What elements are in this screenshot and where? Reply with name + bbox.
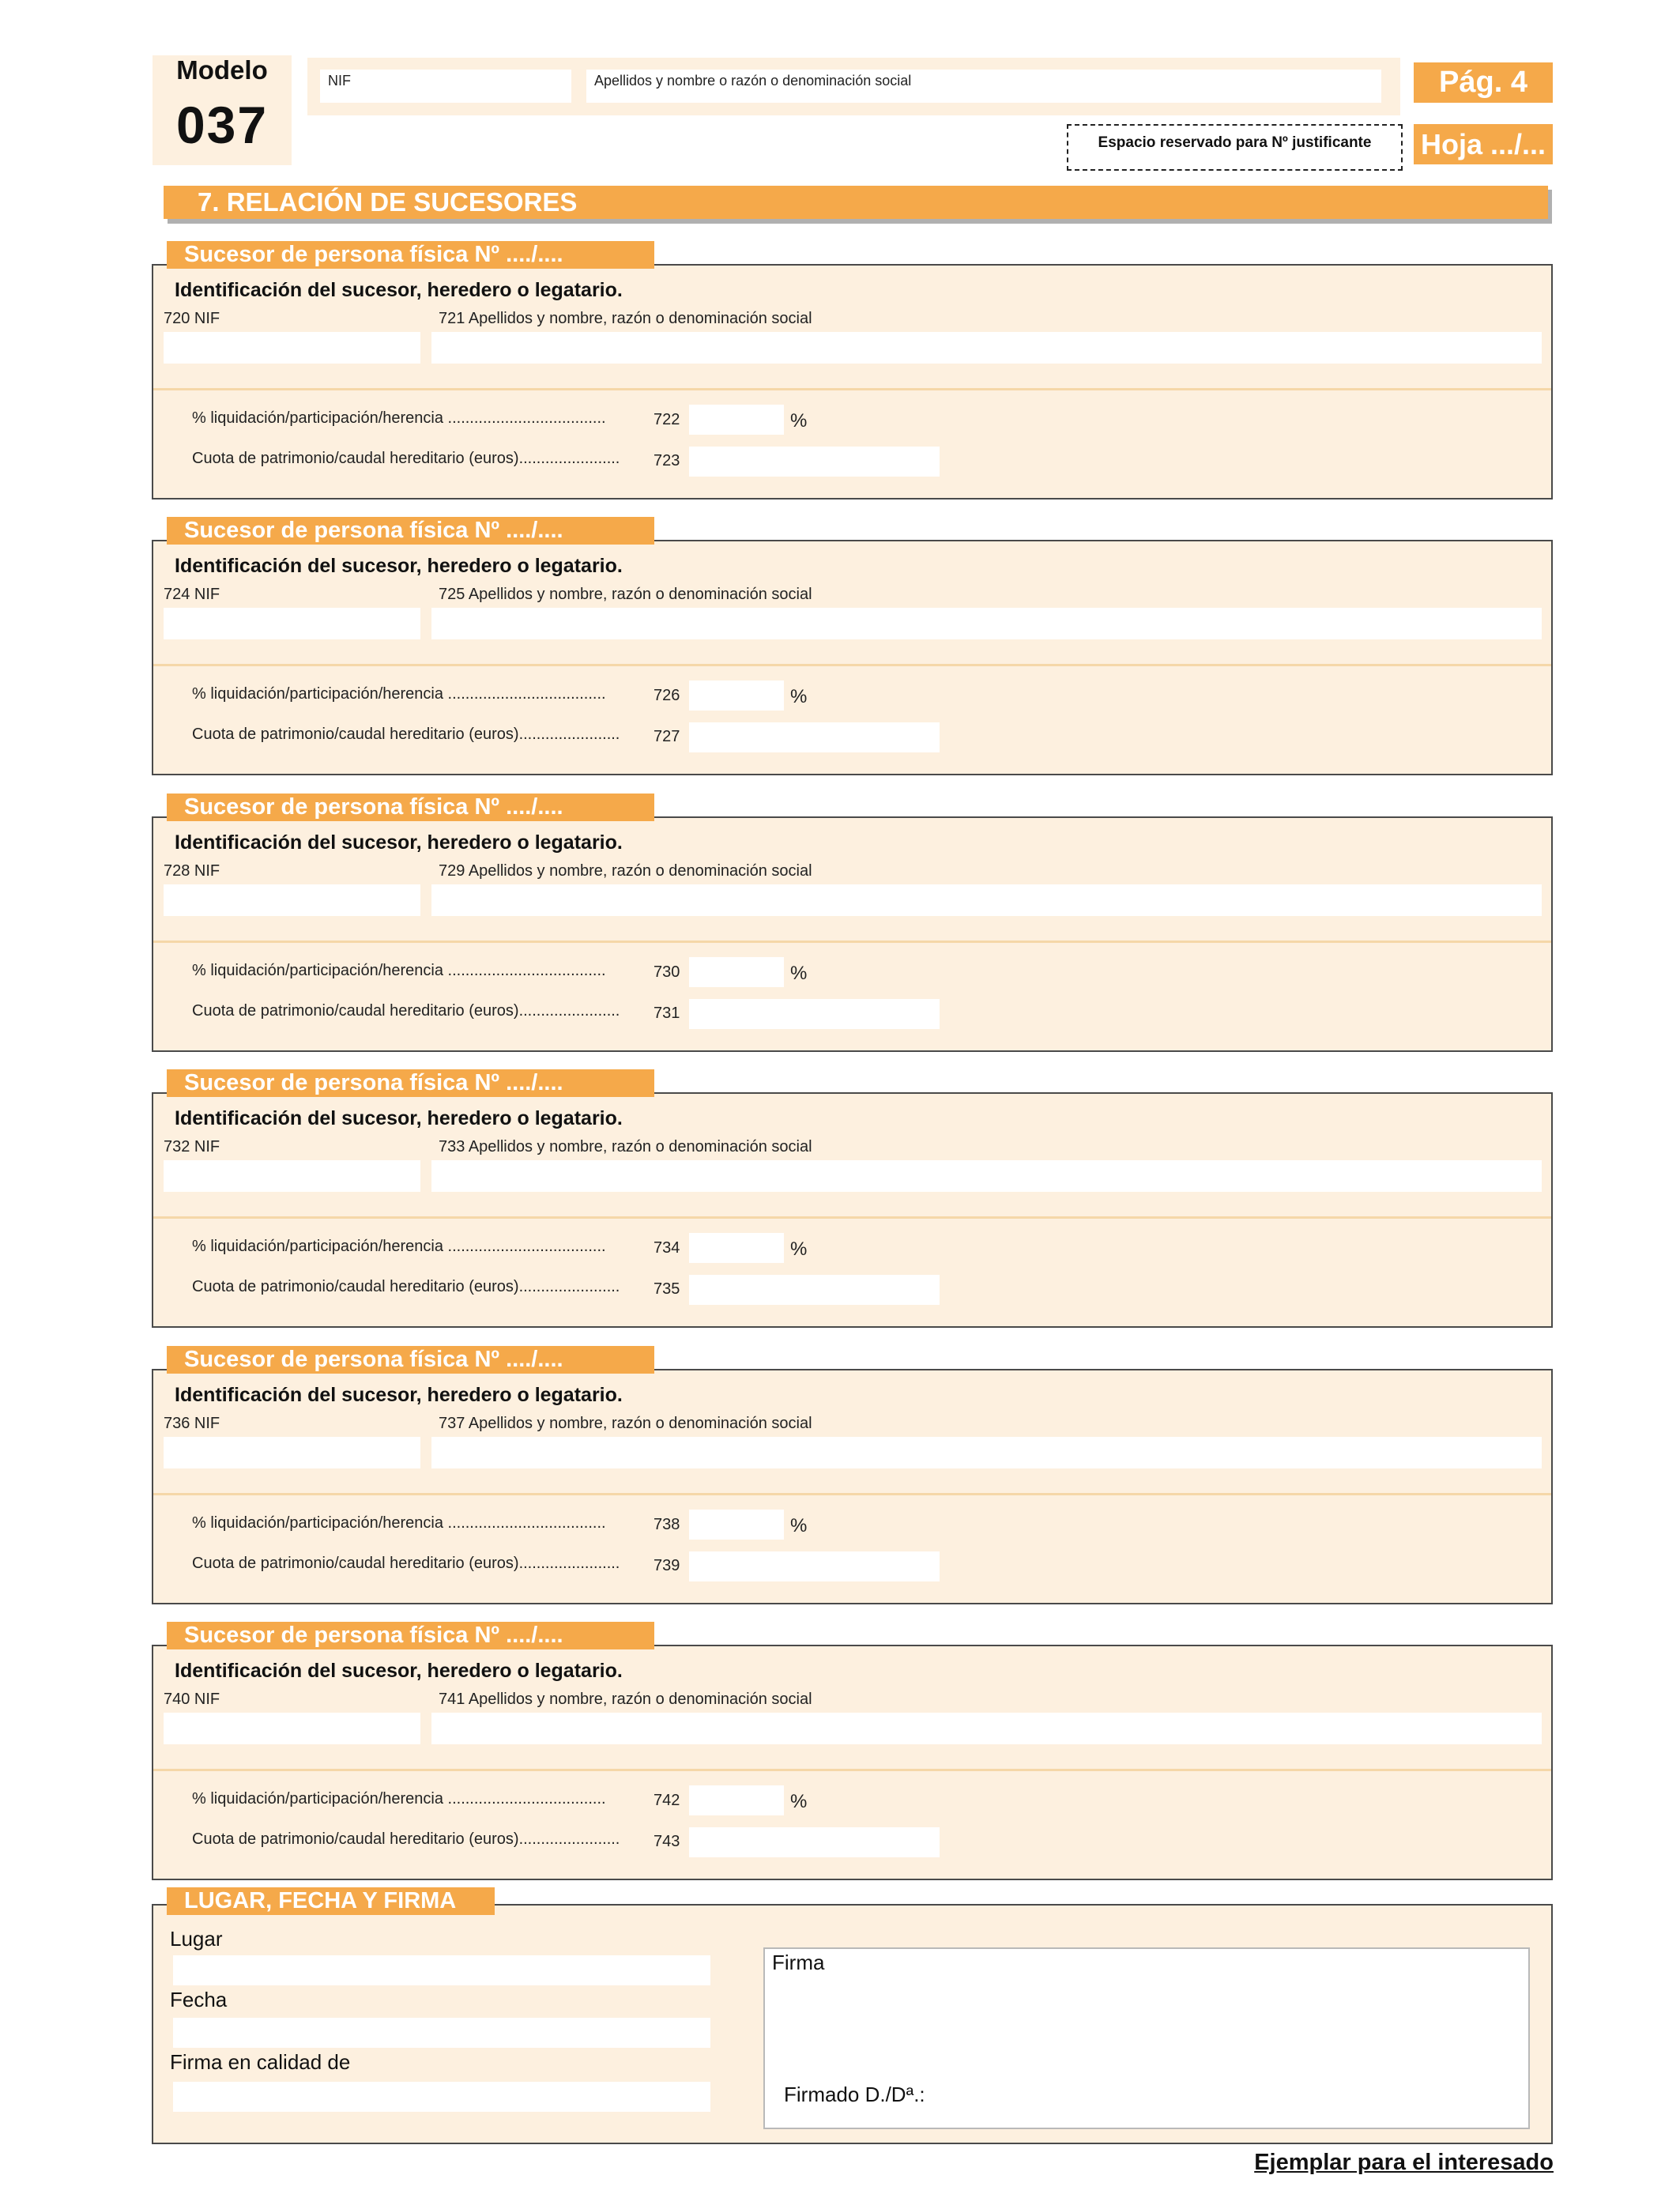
date-input[interactable] [173, 2018, 710, 2048]
successor-nif-input[interactable] [164, 1160, 420, 1192]
successor-percentage-code: 738 [654, 1516, 680, 1533]
modelo-label: Modelo [176, 55, 268, 85]
successor-name-label: 725 Apellidos y nombre, razón o denominación social [439, 586, 812, 603]
successor-quota-code: 739 [654, 1557, 680, 1574]
capacity-input[interactable] [173, 2082, 710, 2112]
successor-divider [153, 941, 1551, 943]
successor-percentage-input[interactable] [689, 680, 784, 711]
successor-percentage-input[interactable] [689, 957, 784, 987]
successor-name-label: 733 Apellidos y nombre, razón o denominación social [439, 1138, 812, 1155]
successor-divider [153, 1769, 1551, 1771]
successor-quota-label: Cuota de patrimonio/caudal hereditario (euros)....................... [192, 1002, 620, 1020]
successor-nif-input[interactable] [164, 1437, 420, 1468]
successor-nif-label: 732 NIF [164, 1138, 220, 1155]
successor-name-label: 737 Apellidos y nombre, razón o denominación social [439, 1415, 812, 1432]
successor-percent-sign: % [790, 686, 808, 707]
successor-title: Sucesor de persona física Nº ..../.... [167, 794, 654, 821]
successor-percentage-code: 730 [654, 963, 680, 981]
successor-percentage-label: % liquidación/participación/herencia .................................... [192, 685, 606, 703]
successor-quota-input[interactable] [689, 1827, 940, 1857]
successor-id-heading: Identificación del sucesor, heredero o legatario. [175, 1107, 623, 1129]
successor-quota-input[interactable] [689, 999, 940, 1029]
successor-name-label: 741 Apellidos y nombre, razón o denominación social [439, 1691, 812, 1708]
successor-quota-code: 731 [654, 1005, 680, 1022]
successor-id-heading: Identificación del sucesor, heredero o legatario. [175, 831, 623, 854]
successor-nif-label: 724 NIF [164, 586, 220, 603]
successor-nif-label: 736 NIF [164, 1415, 220, 1432]
section-title: 7. RELACIÓN DE SUCESORES [198, 187, 578, 217]
successor-percentage-input[interactable] [689, 1510, 784, 1540]
successor-percentage-input[interactable] [689, 405, 784, 435]
successor-divider [153, 1216, 1551, 1219]
sheet-label: Hoja .../... [1420, 128, 1546, 160]
capacity-label: Firma en calidad de [170, 2050, 351, 2074]
place-input[interactable] [173, 1955, 710, 1985]
successor-title: Sucesor de persona física Nº ..../.... [167, 1346, 654, 1374]
successor-percentage-label: % liquidación/participación/herencia .................................... [192, 1790, 606, 1808]
successor-nif-label: 728 NIF [164, 862, 220, 880]
signature-title: LUGAR, FECHA Y FIRMA [167, 1887, 495, 1915]
successor-quota-code: 727 [654, 728, 680, 745]
reserved-justificante-label: Espacio reservado para Nº justificante [1098, 134, 1372, 151]
successor-title: Sucesor de persona física Nº ..../.... [167, 241, 654, 269]
successor-nif-input[interactable] [164, 884, 420, 916]
successor-percent-sign: % [790, 1515, 808, 1536]
successor-title: Sucesor de persona física Nº ..../.... [167, 517, 654, 545]
successor-title: Sucesor de persona física Nº ..../.... [167, 1622, 654, 1649]
successor-quota-input[interactable] [689, 447, 940, 477]
successor-percentage-code: 722 [654, 411, 680, 428]
successor-nif-input[interactable] [164, 332, 420, 364]
successor-nif-input[interactable] [164, 608, 420, 639]
successor-percentage-label: % liquidación/participación/herencia .................................... [192, 962, 606, 979]
successor-id-heading: Identificación del sucesor, heredero o legatario. [175, 555, 623, 577]
successor-id-heading: Identificación del sucesor, heredero o legatario. [175, 1660, 623, 1682]
successor-percentage-input[interactable] [689, 1785, 784, 1815]
successor-quota-input[interactable] [689, 722, 940, 752]
successor-divider [153, 1493, 1551, 1495]
successor-title: Sucesor de persona física Nº ..../.... [167, 1069, 654, 1097]
successor-name-label: 729 Apellidos y nombre, razón o denominación social [439, 862, 812, 880]
successor-percent-sign: % [790, 1238, 808, 1260]
successor-quota-label: Cuota de patrimonio/caudal hereditario (euros)....................... [192, 1555, 620, 1572]
successor-percentage-code: 742 [654, 1792, 680, 1809]
successor-percentage-label: % liquidación/participación/herencia .................................... [192, 409, 606, 427]
place-label: Lugar [170, 1927, 223, 1951]
successor-nif-input[interactable] [164, 1713, 420, 1744]
successor-quota-label: Cuota de patrimonio/caudal hereditario (euros)....................... [192, 1830, 620, 1848]
successor-id-heading: Identificación del sucesor, heredero o legatario. [175, 1384, 623, 1406]
successor-quota-code: 735 [654, 1280, 680, 1298]
successor-quota-input[interactable] [689, 1275, 940, 1305]
successor-name-input[interactable] [431, 884, 1542, 916]
successor-percentage-code: 726 [654, 687, 680, 704]
nif-field[interactable] [320, 70, 571, 103]
successor-id-heading: Identificación del sucesor, heredero o legatario. [175, 279, 623, 301]
successor-name-input[interactable] [431, 1160, 1542, 1192]
successor-name-input[interactable] [431, 332, 1542, 364]
successor-name-label: 721 Apellidos y nombre, razón o denominación social [439, 310, 812, 327]
successor-name-input[interactable] [431, 608, 1542, 639]
modelo-number: 037 [175, 96, 269, 154]
successor-quota-label: Cuota de patrimonio/caudal hereditario (euros)....................... [192, 726, 620, 743]
page-number-label: Pág. 4 [1439, 66, 1527, 99]
successor-quota-label: Cuota de patrimonio/caudal hereditario (euros)....................... [192, 1278, 620, 1295]
successor-name-input[interactable] [431, 1437, 1542, 1468]
successor-quota-code: 723 [654, 452, 680, 469]
successor-percent-sign: % [790, 410, 808, 432]
signed-by-label: Firmado D./Dª.: [784, 2083, 925, 2106]
successor-quota-input[interactable] [689, 1551, 940, 1581]
successor-percentage-label: % liquidación/participación/herencia .................................... [192, 1238, 606, 1255]
successor-percent-sign: % [790, 963, 808, 984]
successor-nif-label: 720 NIF [164, 310, 220, 327]
successor-percentage-input[interactable] [689, 1233, 784, 1263]
successor-divider [153, 664, 1551, 666]
successor-percentage-code: 734 [654, 1239, 680, 1257]
successor-quota-code: 743 [654, 1833, 680, 1850]
taxpayer-name-label: Apellidos y nombre o razón o denominación social [594, 73, 912, 89]
successor-name-input[interactable] [431, 1713, 1542, 1744]
signature-label: Firma [772, 1951, 825, 1974]
date-label: Fecha [170, 1988, 228, 2011]
successor-percentage-label: % liquidación/participación/herencia .................................... [192, 1514, 606, 1532]
successor-quota-label: Cuota de patrimonio/caudal hereditario (euros)....................... [192, 450, 620, 467]
successor-percent-sign: % [790, 1791, 808, 1812]
copy-for-interested-party-label: Ejemplar para el interesado [1254, 2150, 1554, 2175]
nif-label: NIF [328, 73, 351, 89]
successor-nif-label: 740 NIF [164, 1691, 220, 1708]
successor-divider [153, 388, 1551, 390]
